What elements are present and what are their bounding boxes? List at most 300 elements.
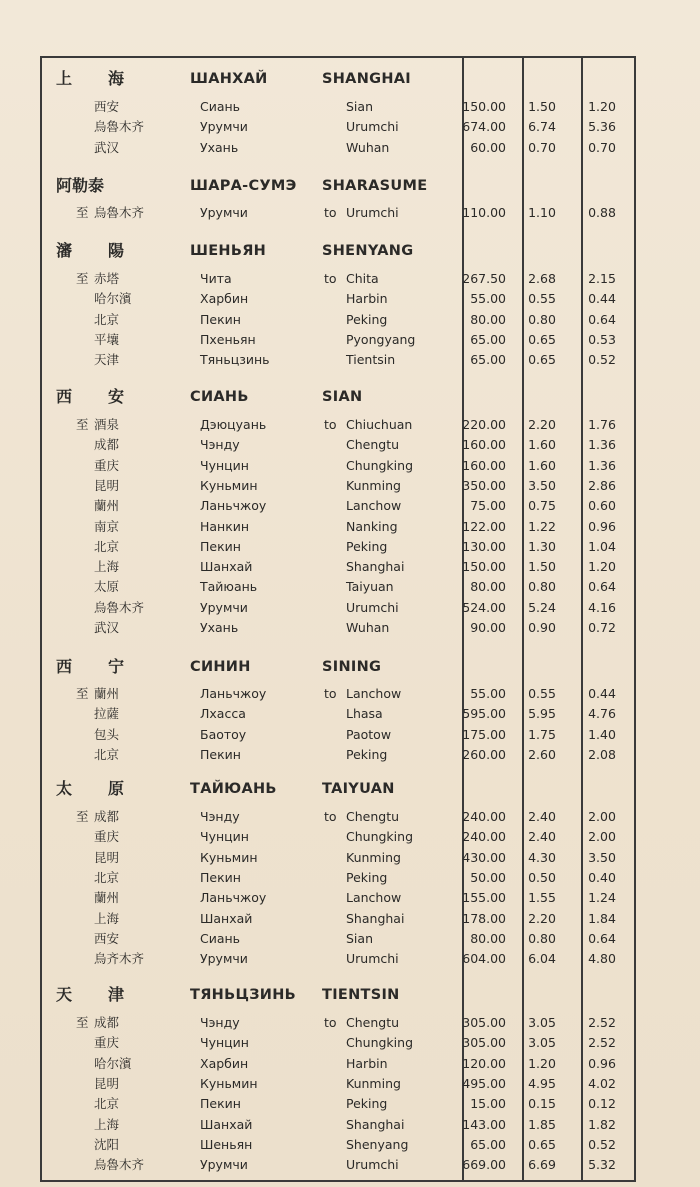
rate-value-1: 1.85 bbox=[528, 1116, 556, 1132]
destination-zh: 拉薩 bbox=[94, 706, 120, 722]
fare-value: 150.00 bbox=[462, 99, 506, 114]
destination-en: Peking bbox=[346, 869, 388, 885]
destination-zh: 武汉 bbox=[94, 139, 120, 155]
table-row bbox=[0, 435, 700, 455]
fare-value: 50.00 bbox=[470, 869, 506, 885]
rate-value-1: 1.60 bbox=[528, 437, 556, 453]
fare-value: 90.00 bbox=[470, 620, 506, 635]
fare-value: 150.00 bbox=[462, 559, 506, 575]
rate-value-1: 0.55 bbox=[528, 686, 556, 701]
destination-zh: 成都 bbox=[94, 437, 120, 453]
destination-ru: Сиань bbox=[200, 99, 241, 114]
section-city-zh-part1: 阿勒泰 bbox=[56, 176, 105, 195]
section-city-en: TAIYUAN bbox=[322, 781, 395, 797]
section-city-zh bbox=[56, 240, 156, 262]
destination-en: Harbin bbox=[346, 291, 388, 307]
rate-value-1: 2.68 bbox=[528, 271, 556, 286]
section-city-zh-part2: 原 bbox=[108, 779, 125, 798]
destination-ru: Шанхай bbox=[200, 559, 253, 575]
destination-ru: Чунцин bbox=[200, 829, 249, 845]
destination-zh: 烏魯木齐 bbox=[94, 205, 145, 220]
destination-en: Harbin bbox=[346, 1055, 388, 1071]
rate-value-2: 1.20 bbox=[588, 559, 616, 575]
destination-prefix: 至 bbox=[76, 271, 89, 286]
rate-value-2: 1.20 bbox=[588, 99, 616, 114]
destination-en: Nanking bbox=[346, 518, 398, 534]
fare-value: 267.50 bbox=[462, 271, 506, 286]
destination-zh: 蘭州 bbox=[94, 890, 120, 906]
rate-value-2: 0.52 bbox=[588, 1136, 616, 1152]
destination-ru: Нанкин bbox=[200, 518, 250, 534]
rate-value-2: 2.86 bbox=[588, 477, 616, 493]
destination-en: Peking bbox=[346, 538, 388, 554]
destination-prefix: 至 bbox=[76, 205, 89, 220]
destination-zh: 太原 bbox=[94, 579, 120, 595]
destination-zh: 上海 bbox=[94, 910, 120, 926]
destination-zh: 天津 bbox=[94, 352, 120, 368]
rate-value-1: 0.80 bbox=[528, 930, 556, 946]
rate-value-2: 0.70 bbox=[588, 139, 616, 155]
rate-value-2: 4.02 bbox=[588, 1075, 616, 1091]
destination-zh: 烏魯木齐 bbox=[94, 599, 145, 615]
rate-value-2: 2.52 bbox=[588, 1035, 616, 1051]
section-city-zh-part2: 津 bbox=[108, 985, 125, 1004]
fare-value: 80.00 bbox=[470, 930, 506, 946]
fare-value: 495.00 bbox=[462, 1075, 506, 1091]
section-city-en: SINING bbox=[322, 659, 382, 675]
destination-en: Chengtu bbox=[346, 1015, 400, 1030]
rate-value-2: 5.36 bbox=[588, 119, 616, 135]
destination-zh: 平壤 bbox=[94, 331, 120, 347]
rate-value-1: 2.40 bbox=[528, 829, 556, 845]
rate-value-1: 2.60 bbox=[528, 746, 556, 762]
destination-ru: Ланьчжоу bbox=[200, 890, 267, 906]
rate-value-1: 2.40 bbox=[528, 809, 556, 824]
section-city-en: SHANGHAI bbox=[322, 71, 411, 87]
fare-value: 160.00 bbox=[462, 437, 506, 453]
destination-to: to bbox=[324, 205, 337, 220]
rate-value-1: 0.75 bbox=[528, 498, 556, 514]
table-row bbox=[0, 557, 700, 577]
rate-value-2: 0.88 bbox=[588, 205, 616, 220]
destination-en: Wuhan bbox=[346, 139, 390, 155]
table-row bbox=[0, 330, 700, 350]
section-city-zh-part1: 瀋 bbox=[56, 241, 73, 260]
rate-value-1: 1.55 bbox=[528, 890, 556, 906]
rate-value-1: 0.15 bbox=[528, 1096, 556, 1112]
rate-value-1: 4.30 bbox=[528, 849, 556, 865]
rate-value-1: 6.69 bbox=[528, 1157, 556, 1173]
table-row bbox=[0, 203, 700, 223]
destination-zh: 成都 bbox=[94, 809, 120, 824]
fare-value: 430.00 bbox=[462, 849, 506, 865]
rate-value-1: 1.50 bbox=[528, 559, 556, 575]
destination-en: Chengtu bbox=[346, 437, 400, 453]
section-city-ru: СИНИН bbox=[190, 659, 251, 675]
rate-value-2: 4.76 bbox=[588, 706, 616, 722]
destination-to: to bbox=[324, 271, 337, 286]
section-city-en: SIAN bbox=[322, 389, 363, 405]
fare-value: 240.00 bbox=[462, 809, 506, 824]
rate-value-2: 0.72 bbox=[588, 620, 616, 635]
rate-value-2: 0.64 bbox=[588, 930, 616, 946]
rate-value-1: 1.30 bbox=[528, 538, 556, 554]
section-city-zh-part1: 西 bbox=[56, 657, 73, 676]
destination-en: Shanghai bbox=[346, 910, 405, 926]
destination-en: Chita bbox=[346, 271, 379, 286]
destination-ru: Куньмин bbox=[200, 1075, 258, 1091]
section-city-zh bbox=[56, 656, 156, 678]
rate-value-2: 2.52 bbox=[588, 1015, 616, 1030]
rate-value-2: 2.00 bbox=[588, 829, 616, 845]
destination-ru: Харбин bbox=[200, 291, 249, 307]
rate-value-2: 2.15 bbox=[588, 271, 616, 286]
fare-value: 65.00 bbox=[470, 331, 506, 347]
fare-value: 178.00 bbox=[462, 910, 506, 926]
destination-ru: Шанхай bbox=[200, 1116, 253, 1132]
destination-zh: 烏魯木齐 bbox=[94, 1157, 145, 1173]
section-city-zh bbox=[56, 175, 156, 197]
destination-ru: Чунцин bbox=[200, 1035, 249, 1051]
table-row bbox=[0, 888, 700, 908]
fare-value: 260.00 bbox=[462, 746, 506, 762]
destination-zh: 西安 bbox=[94, 930, 120, 946]
destination-ru: Чэнду bbox=[200, 809, 240, 824]
fare-value: 240.00 bbox=[462, 829, 506, 845]
destination-zh: 赤塔 bbox=[94, 271, 120, 286]
rate-value-2: 1.24 bbox=[588, 890, 616, 906]
destination-en: Tientsin bbox=[346, 352, 396, 368]
destination-en: Kunming bbox=[346, 849, 401, 865]
fare-value: 55.00 bbox=[470, 686, 506, 701]
rate-value-1: 0.65 bbox=[528, 352, 556, 368]
rate-value-2: 4.80 bbox=[588, 951, 616, 967]
destination-ru: Пекин bbox=[200, 1096, 241, 1112]
section-city-zh bbox=[56, 386, 156, 408]
table-row bbox=[0, 1054, 700, 1074]
table-row bbox=[0, 269, 700, 289]
rate-value-2: 1.36 bbox=[588, 457, 616, 473]
table-row bbox=[0, 310, 700, 330]
destination-ru: Тайюань bbox=[200, 579, 258, 595]
fare-value: 143.00 bbox=[462, 1116, 506, 1132]
destination-ru: Урумчи bbox=[200, 205, 248, 220]
fare-value: 305.00 bbox=[462, 1015, 506, 1030]
table-row bbox=[0, 456, 700, 476]
rate-value-2: 1.82 bbox=[588, 1116, 616, 1132]
rate-value-2: 0.40 bbox=[588, 869, 616, 885]
rate-value-2: 0.96 bbox=[588, 1055, 616, 1071]
destination-to: to bbox=[324, 1015, 337, 1030]
destination-ru: Чунцин bbox=[200, 457, 249, 473]
fare-value: 524.00 bbox=[462, 599, 506, 615]
rate-value-1: 3.05 bbox=[528, 1035, 556, 1051]
destination-zh: 昆明 bbox=[94, 477, 120, 493]
destination-zh: 武汉 bbox=[94, 620, 120, 635]
rate-value-1: 0.90 bbox=[528, 620, 556, 635]
destination-en: Chungking bbox=[346, 1035, 413, 1051]
rate-value-2: 1.76 bbox=[588, 417, 616, 432]
rate-value-2: 1.04 bbox=[588, 538, 616, 554]
table-row bbox=[0, 909, 700, 929]
destination-en: Peking bbox=[346, 746, 388, 762]
fare-value: 60.00 bbox=[470, 139, 506, 155]
table-row bbox=[0, 1094, 700, 1114]
table-row bbox=[0, 138, 700, 158]
rate-value-1: 1.22 bbox=[528, 518, 556, 534]
destination-zh: 沈阳 bbox=[94, 1136, 120, 1152]
destination-en: Chengtu bbox=[346, 809, 400, 824]
destination-zh: 北京 bbox=[94, 311, 120, 327]
destination-zh: 成都 bbox=[94, 1015, 120, 1030]
section-city-zh-part2: 陽 bbox=[108, 241, 125, 260]
table-row bbox=[0, 537, 700, 557]
table-row bbox=[0, 415, 700, 435]
rate-value-2: 0.52 bbox=[588, 352, 616, 368]
destination-to: to bbox=[324, 686, 337, 701]
section-city-zh-part1: 天 bbox=[56, 985, 73, 1004]
destination-ru: Дэюцуань bbox=[200, 417, 267, 432]
table-row bbox=[0, 684, 700, 704]
rate-value-2: 1.36 bbox=[588, 437, 616, 453]
destination-en: Shanghai bbox=[346, 559, 405, 575]
section-city-zh-part1: 西 bbox=[56, 387, 73, 406]
destination-en: Pyongyang bbox=[346, 331, 416, 347]
table-row bbox=[0, 476, 700, 496]
fare-value: 220.00 bbox=[462, 417, 506, 432]
destination-zh: 北京 bbox=[94, 1096, 120, 1112]
fare-value: 669.00 bbox=[462, 1157, 506, 1173]
destination-en: Peking bbox=[346, 1096, 388, 1112]
destination-ru: Сиань bbox=[200, 930, 241, 946]
rate-value-1: 0.80 bbox=[528, 311, 556, 327]
destination-ru: Ухань bbox=[200, 139, 239, 155]
table-row bbox=[0, 848, 700, 868]
section-city-ru: ШЕНЬЯН bbox=[190, 243, 267, 259]
destination-ru: Баотоу bbox=[200, 726, 247, 742]
rate-value-1: 4.95 bbox=[528, 1075, 556, 1091]
rate-value-2: 1.84 bbox=[588, 910, 616, 926]
destination-zh: 昆明 bbox=[94, 1075, 120, 1091]
table-row bbox=[0, 117, 700, 137]
destination-zh: 南京 bbox=[94, 518, 120, 534]
rate-value-2: 2.00 bbox=[588, 809, 616, 824]
destination-zh: 上海 bbox=[94, 1116, 120, 1132]
section-header bbox=[0, 984, 700, 1004]
destination-en: Sian bbox=[346, 930, 373, 946]
rate-value-2: 0.96 bbox=[588, 518, 616, 534]
rate-value-1: 5.95 bbox=[528, 706, 556, 722]
section-header bbox=[0, 240, 700, 260]
table-row bbox=[0, 745, 700, 765]
table-row bbox=[0, 598, 700, 618]
table-row bbox=[0, 496, 700, 516]
section-header bbox=[0, 778, 700, 798]
destination-zh: 北京 bbox=[94, 746, 120, 762]
section-city-zh-part2: 安 bbox=[108, 387, 125, 406]
fare-value: 75.00 bbox=[470, 498, 506, 514]
rate-value-1: 1.10 bbox=[528, 205, 556, 220]
rate-value-1: 1.50 bbox=[528, 99, 556, 114]
destination-ru: Урумчи bbox=[200, 119, 248, 135]
section-header bbox=[0, 68, 700, 88]
destination-en: Urumchi bbox=[346, 599, 399, 615]
destination-en: Chiuchuan bbox=[346, 417, 413, 432]
table-row bbox=[0, 1115, 700, 1135]
destination-zh: 重庆 bbox=[94, 829, 120, 845]
fare-value: 15.00 bbox=[470, 1096, 506, 1112]
section-city-zh bbox=[56, 68, 156, 90]
fare-value: 55.00 bbox=[470, 291, 506, 307]
destination-to: to bbox=[324, 809, 337, 824]
rate-value-1: 6.74 bbox=[528, 119, 556, 135]
destination-en: Peking bbox=[346, 311, 388, 327]
fare-value: 604.00 bbox=[462, 951, 506, 967]
rate-value-2: 0.53 bbox=[588, 331, 616, 347]
section-city-ru: ШАНХАЙ bbox=[190, 71, 268, 87]
destination-zh: 蘭州 bbox=[94, 686, 120, 701]
destination-ru: Ланьчжоу bbox=[200, 498, 267, 514]
destination-ru: Пекин bbox=[200, 538, 241, 554]
destination-en: Lanchow bbox=[346, 498, 402, 514]
destination-ru: Пхеньян bbox=[200, 331, 256, 347]
section-city-en: SHENYANG bbox=[322, 243, 414, 259]
destination-prefix: 至 bbox=[76, 417, 89, 432]
destination-zh: 哈尔濱 bbox=[94, 291, 132, 307]
section-city-zh bbox=[56, 778, 156, 800]
section-city-ru: ТЯНЬЦЗИНЬ bbox=[190, 987, 297, 1003]
table-row bbox=[0, 725, 700, 745]
table-row bbox=[0, 868, 700, 888]
rate-value-1: 0.70 bbox=[528, 139, 556, 155]
fare-value: 305.00 bbox=[462, 1035, 506, 1051]
destination-en: Urumchi bbox=[346, 1157, 399, 1173]
destination-ru: Пекин bbox=[200, 746, 241, 762]
destination-ru: Лхасса bbox=[200, 706, 246, 722]
table-row bbox=[0, 577, 700, 597]
rate-value-1: 3.05 bbox=[528, 1015, 556, 1030]
section-city-ru: ТАЙЮАНЬ bbox=[190, 781, 277, 797]
destination-en: Taiyuan bbox=[346, 579, 394, 595]
rate-value-2: 4.16 bbox=[588, 599, 616, 615]
destination-en: Lanchow bbox=[346, 686, 402, 701]
destination-prefix: 至 bbox=[76, 809, 89, 824]
destination-ru: Урумчи bbox=[200, 599, 248, 615]
section-city-en: SHARASUME bbox=[322, 178, 428, 194]
rate-value-2: 0.64 bbox=[588, 311, 616, 327]
rate-value-1: 0.65 bbox=[528, 1136, 556, 1152]
section-header bbox=[0, 175, 700, 195]
destination-en: Urumchi bbox=[346, 205, 399, 220]
rate-value-1: 2.20 bbox=[528, 910, 556, 926]
table-row bbox=[0, 949, 700, 969]
destination-zh: 酒泉 bbox=[94, 417, 120, 432]
table-row bbox=[0, 517, 700, 537]
fare-value: 350.00 bbox=[462, 477, 506, 493]
section-city-ru: СИАНЬ bbox=[190, 389, 249, 405]
rate-value-1: 5.24 bbox=[528, 599, 556, 615]
table-row bbox=[0, 1033, 700, 1053]
destination-zh: 包头 bbox=[94, 726, 120, 742]
table-row bbox=[0, 1135, 700, 1155]
rate-value-2: 5.32 bbox=[588, 1157, 616, 1173]
fare-value: 65.00 bbox=[470, 352, 506, 368]
section-city-en: TIENTSIN bbox=[322, 987, 400, 1003]
destination-zh: 哈尔濱 bbox=[94, 1055, 132, 1071]
table-row bbox=[0, 1013, 700, 1033]
destination-ru: Шеньян bbox=[200, 1136, 253, 1152]
destination-ru: Пекин bbox=[200, 869, 241, 885]
table-row bbox=[0, 1074, 700, 1094]
rate-value-1: 1.60 bbox=[528, 457, 556, 473]
table-row bbox=[0, 929, 700, 949]
destination-ru: Чэнду bbox=[200, 437, 240, 453]
destination-zh: 西安 bbox=[94, 99, 120, 114]
fare-value: 122.00 bbox=[462, 518, 506, 534]
rate-value-1: 2.20 bbox=[528, 417, 556, 432]
fare-value: 65.00 bbox=[470, 1136, 506, 1152]
fare-value: 80.00 bbox=[470, 579, 506, 595]
destination-ru: Чэнду bbox=[200, 1015, 240, 1030]
destination-ru: Шанхай bbox=[200, 910, 253, 926]
rate-value-2: 0.44 bbox=[588, 291, 616, 307]
table-row bbox=[0, 827, 700, 847]
destination-ru: Урумчи bbox=[200, 1157, 248, 1173]
rate-value-2: 0.64 bbox=[588, 579, 616, 595]
destination-en: Urumchi bbox=[346, 119, 399, 135]
destination-en: Shanghai bbox=[346, 1116, 405, 1132]
section-city-zh-part1: 上 bbox=[56, 69, 73, 88]
destination-zh: 上海 bbox=[94, 559, 120, 575]
rate-value-2: 1.40 bbox=[588, 726, 616, 742]
fare-value: 155.00 bbox=[462, 890, 506, 906]
rate-value-1: 1.75 bbox=[528, 726, 556, 742]
section-header bbox=[0, 656, 700, 676]
fare-value: 110.00 bbox=[462, 205, 506, 220]
fare-value: 674.00 bbox=[462, 119, 506, 135]
destination-en: Shenyang bbox=[346, 1136, 409, 1152]
fare-value: 130.00 bbox=[462, 538, 506, 554]
rate-value-1: 0.50 bbox=[528, 869, 556, 885]
rate-value-1: 1.20 bbox=[528, 1055, 556, 1071]
destination-ru: Харбин bbox=[200, 1055, 249, 1071]
rate-value-2: 0.60 bbox=[588, 498, 616, 514]
rate-value-2: 3.50 bbox=[588, 849, 616, 865]
destination-en: Kunming bbox=[346, 477, 401, 493]
destination-en: Wuhan bbox=[346, 620, 390, 635]
section-city-zh bbox=[56, 984, 156, 1006]
section-city-zh-part1: 太 bbox=[56, 779, 73, 798]
section-city-zh-part2: 海 bbox=[108, 69, 125, 88]
destination-zh: 昆明 bbox=[94, 849, 120, 865]
section-header bbox=[0, 386, 700, 406]
destination-prefix: 至 bbox=[76, 1015, 89, 1030]
destination-zh: 重庆 bbox=[94, 457, 120, 473]
destination-en: Paotow bbox=[346, 726, 392, 742]
rate-value-1: 0.80 bbox=[528, 579, 556, 595]
table-row bbox=[0, 618, 700, 638]
rate-value-1: 3.50 bbox=[528, 477, 556, 493]
destination-en: Sian bbox=[346, 99, 373, 114]
destination-en: Chungking bbox=[346, 829, 413, 845]
destination-en: Lhasa bbox=[346, 706, 383, 722]
destination-prefix: 至 bbox=[76, 686, 89, 701]
destination-zh: 重庆 bbox=[94, 1035, 120, 1051]
destination-zh: 烏魯木齐 bbox=[94, 119, 145, 135]
destination-en: Lanchow bbox=[346, 890, 402, 906]
rate-value-2: 0.44 bbox=[588, 686, 616, 701]
fare-value: 595.00 bbox=[462, 706, 506, 722]
